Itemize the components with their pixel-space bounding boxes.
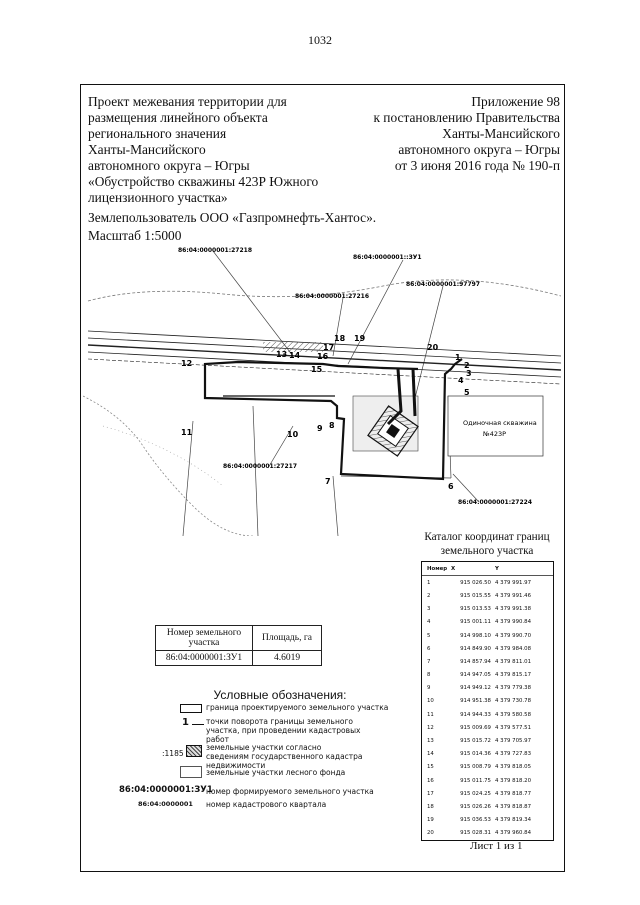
cadastre-label: 86:04:0000001:27217 <box>223 463 297 470</box>
project-boundary <box>205 359 462 479</box>
catalog-title-line: Каталог координат границ <box>424 531 550 543</box>
title-line-7: лицензионного участка» <box>88 190 228 205</box>
catalog-row <box>422 787 553 800</box>
legend-symbol: 1 <box>182 717 189 728</box>
catalog-cell-y: 4 379 984.08 <box>495 645 532 652</box>
parcel-edge <box>183 421 193 536</box>
point-label: 4 <box>458 376 464 385</box>
point-label: 19 <box>354 334 366 343</box>
appendix-line-5: от 3 июня 2016 года № 190-п <box>394 158 560 173</box>
parcel-edge <box>333 476 338 536</box>
catalog-cell-y: 4 379 991.38 <box>495 606 532 613</box>
catalog-cell-number: 10 <box>427 698 434 705</box>
catalog-cell-number: 5 <box>427 632 431 639</box>
well-label: Одиночная скважина <box>463 419 537 427</box>
catalog-row <box>422 695 553 708</box>
catalog-row <box>422 774 553 787</box>
survey-map <box>83 246 561 536</box>
leader-line <box>348 260 403 364</box>
catalog-row <box>422 589 553 602</box>
area-value: 4.6019 <box>253 651 322 666</box>
cadastre-label: 86:04:0000001:27224 <box>458 499 532 506</box>
catalog-header <box>422 562 553 576</box>
catalog-cell-number: 2 <box>427 592 431 599</box>
area-parcel-number: 86:04:0000001:ЗУ1 <box>156 651 253 666</box>
catalog-cell-number: 19 <box>427 817 434 824</box>
catalog-row <box>422 748 553 761</box>
title-line-4: Ханты-Мансийского <box>88 142 206 157</box>
point-label: 20 <box>427 343 439 352</box>
catalog-row <box>422 669 553 682</box>
catalog-cell-y: 4 379 818.77 <box>495 790 532 797</box>
catalog-cell-y: 4 379 727.83 <box>495 751 532 758</box>
catalog-cell-number: 3 <box>427 606 431 613</box>
catalog-cell-y: 4 379 819.34 <box>495 817 532 824</box>
catalog-cell-number: 11 <box>427 711 434 718</box>
coordinate-catalog <box>421 561 554 841</box>
page-number: 1032 <box>308 33 332 47</box>
title-line-3: регионального значения <box>88 126 227 141</box>
catalog-cell-y: 4 379 705.97 <box>495 738 532 745</box>
scale: Масштаб 1:5000 <box>88 228 182 243</box>
arrow-icon <box>192 724 204 725</box>
catalog-cell-x: 914 947.05 <box>460 672 491 679</box>
point-label: 5 <box>464 388 470 397</box>
point-label: 16 <box>317 352 329 361</box>
catalog-cell-y: 4 379 960.84 <box>495 830 532 837</box>
catalog-cell-y: 4 379 818.87 <box>495 803 532 810</box>
catalog-cell-number: 4 <box>427 619 431 626</box>
appendix-line-4: автономного округа – Югры <box>398 142 560 157</box>
cadastre-label: 86:04:0000001:27216 <box>295 293 369 300</box>
land-user: Землепользователь ООО «Газпромнефть-Хантос». <box>88 210 377 225</box>
catalog-cell-number: 20 <box>427 830 434 837</box>
point-label: 10 <box>287 430 299 439</box>
point-label: 13 <box>276 350 288 359</box>
legend-text: точки поворота границы земельного участка, при проведении кадастровых работ <box>206 717 361 744</box>
legend-text: номер кадастрового квартала <box>206 800 327 809</box>
catalog-row <box>422 761 553 774</box>
cadastre-label: 86:04:0000001:97797 <box>406 281 480 288</box>
catalog-cell-x: 915 014.36 <box>460 751 491 758</box>
catalog-cell-x: 915 015.72 <box>460 738 491 745</box>
parcel-edge <box>253 406 258 536</box>
catalog-cell-x: 915 008.79 <box>460 764 491 771</box>
contour-line <box>103 426 223 486</box>
legend-text: земельные участки лесного фонда <box>206 768 346 777</box>
legend-forest-swatch <box>180 766 202 778</box>
point-label: 17 <box>323 343 335 352</box>
leader-line <box>453 474 478 501</box>
legend-symbol: 86:04:0000001 <box>138 800 193 808</box>
catalog-header-y: Y <box>495 565 499 572</box>
legend-hatch-swatch <box>186 745 202 757</box>
catalog-cell-x: 915 026.50 <box>460 579 491 586</box>
access-road <box>413 369 415 416</box>
area-table-row <box>156 651 322 666</box>
point-label: 12 <box>181 359 193 368</box>
catalog-cell-number: 1 <box>427 579 431 586</box>
catalog-title <box>412 530 562 558</box>
catalog-cell-x: 914 949.12 <box>460 685 491 692</box>
catalog-cell-number: 12 <box>427 724 434 731</box>
catalog-row <box>422 576 553 589</box>
title-line-5: автономного округа – Югры <box>88 158 250 173</box>
catalog-cell-x: 914 998.10 <box>460 632 491 639</box>
road-edge <box>88 359 561 384</box>
sheet-number: Лист 1 из 1 <box>470 840 523 852</box>
title-line-6: «Обустройство скважины 423Р Южного <box>88 174 319 189</box>
catalog-row <box>422 827 553 840</box>
catalog-cell-number: 7 <box>427 658 431 665</box>
catalog-cell-y: 4 379 991.97 <box>495 579 532 586</box>
catalog-row <box>422 734 553 747</box>
catalog-cell-y: 4 379 730.78 <box>495 698 532 705</box>
catalog-cell-y: 4 379 577.51 <box>495 724 532 731</box>
area-table <box>155 625 322 666</box>
appendix-line-3: Ханты-Мансийского <box>442 126 560 141</box>
catalog-cell-y: 4 379 991.46 <box>495 592 532 599</box>
catalog-row <box>422 629 553 642</box>
catalog-cell-x: 915 011.75 <box>460 777 491 784</box>
leader-line <box>333 298 343 356</box>
catalog-row <box>422 721 553 734</box>
catalog-cell-number: 8 <box>427 672 431 679</box>
title-line-2: размещения линейного объекта <box>88 110 268 125</box>
title-line-1: Проект межевания территории для <box>88 94 287 109</box>
point-label: 14 <box>289 351 301 360</box>
catalog-cell-x: 915 013.53 <box>460 606 491 613</box>
point-label: 15 <box>311 365 323 374</box>
point-label: 2 <box>464 361 470 370</box>
catalog-title-line: земельного участка <box>440 545 534 557</box>
catalog-cell-number: 16 <box>427 777 434 784</box>
point-label: 11 <box>181 428 193 437</box>
catalog-cell-y: 4 379 811.01 <box>495 658 532 665</box>
catalog-cell-y: 4 379 580.58 <box>495 711 532 718</box>
catalog-cell-y: 4 379 990.70 <box>495 632 532 639</box>
catalog-cell-y: 4 379 779.38 <box>495 685 532 692</box>
area-header-area: Площадь, га <box>253 626 322 651</box>
catalog-cell-x: 914 849.90 <box>460 645 491 652</box>
catalog-cell-x: 915 015.55 <box>460 592 491 599</box>
catalog-cell-number: 17 <box>427 790 434 797</box>
catalog-cell-number: 9 <box>427 685 431 692</box>
catalog-cell-number: 14 <box>427 751 434 758</box>
catalog-row <box>422 616 553 629</box>
catalog-row <box>422 603 553 616</box>
legend-boundary-swatch <box>180 704 202 713</box>
catalog-row <box>422 682 553 695</box>
catalog-cell-y: 4 379 818.20 <box>495 777 532 784</box>
catalog-row <box>422 800 553 813</box>
appendix-line-2: к постановлению Правительства <box>373 110 560 125</box>
catalog-cell-x: 914 944.33 <box>460 711 491 718</box>
legend-text: граница проектируемого земельного участка <box>206 703 389 712</box>
point-label: 8 <box>329 421 335 430</box>
legend-text: земельные участки согласно сведениям государственного кадастра недвижимости <box>206 743 363 770</box>
catalog-header-x: X <box>451 565 456 572</box>
point-label: 6 <box>448 482 454 491</box>
area-table-header <box>156 626 322 651</box>
cadastre-label: 86:04:0000001:27218 <box>178 247 252 254</box>
legend-symbol: 86:04:0000001:ЗУ1 <box>119 785 213 795</box>
catalog-cell-x: 914 951.38 <box>460 698 491 705</box>
point-label: 9 <box>317 424 323 433</box>
catalog-cell-x: 915 024.25 <box>460 790 491 797</box>
catalog-cell-y: 4 379 818.05 <box>495 764 532 771</box>
catalog-row <box>422 655 553 668</box>
catalog-cell-y: 4 379 815.17 <box>495 672 532 679</box>
catalog-row <box>422 708 553 721</box>
catalog-cell-x: 915 036.53 <box>460 817 491 824</box>
area-header-parcel: Номер земельного участка <box>156 626 253 651</box>
point-label: 3 <box>466 369 472 378</box>
point-label: 18 <box>334 334 346 343</box>
catalog-header-number: Номер <box>427 565 448 572</box>
catalog-cell-y: 4 379 990.84 <box>495 619 532 626</box>
catalog-cell-x: 915 009.69 <box>460 724 491 731</box>
well-label: №423Р <box>483 430 507 438</box>
catalog-cell-number: 13 <box>427 738 434 745</box>
point-label: 1 <box>455 353 461 362</box>
legend-symbol: :1185 <box>162 749 184 758</box>
catalog-row <box>422 814 553 827</box>
catalog-cell-x: 915 028.31 <box>460 830 491 837</box>
catalog-row <box>422 642 553 655</box>
catalog-cell-x: 915 001.11 <box>460 619 491 626</box>
catalog-cell-x: 915 026.26 <box>460 803 491 810</box>
catalog-cell-number: 6 <box>427 645 431 652</box>
leader-line <box>213 251 293 356</box>
appendix-line-1: Приложение 98 <box>471 94 560 109</box>
catalog-cell-number: 18 <box>427 803 434 810</box>
legend-title: Условные обозначения: <box>213 688 347 702</box>
point-label: 7 <box>325 477 331 486</box>
catalog-cell-number: 15 <box>427 764 434 771</box>
catalog-cell-x: 914 857.94 <box>460 658 491 665</box>
cadastre-label: 86:04:0000001::ЗУ1 <box>353 254 422 261</box>
catalog-rows <box>422 576 553 840</box>
legend-text: номер формируемого земельного участка <box>206 787 374 796</box>
